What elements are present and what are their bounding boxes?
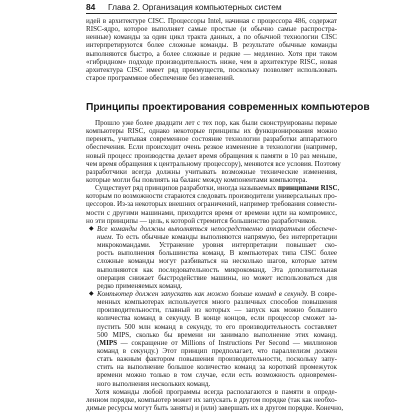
text-line: сложные команды могут разбиваться на несколько шагов, которые затем (97, 257, 337, 266)
section-heading: Принципы проектирования современных компьютеров (86, 102, 370, 113)
text-line: 500 MIPS, сколько бы времени ни занимало выполнение этих команд. (97, 330, 337, 339)
text-line: выполняются как последовательность микрокоманд. Эта дополнительная (97, 265, 337, 274)
text-line: цессоров. Из-за некоторых внешних ограничений, например требования совмести- (86, 200, 337, 209)
text-line (86, 339, 337, 347)
text-line: выполняются быстро, а более сложные и редкие — медленно. Хотя при таком (86, 49, 337, 58)
text-line: стать важным фактором повышения производительности, поскольку запу- (97, 355, 337, 364)
text-span: Существует ряд принципов разработки, иногда называемых (95, 184, 278, 193)
text-line: Прошло уже более двадцати лет с тех пор, как были сконструированы первые (95, 119, 337, 127)
text-line: старое программное обеспечение без изменений. (86, 73, 235, 82)
text-line: операция снижает быстродействие машины, но может использоваться для (97, 273, 337, 282)
bullet-diamond-icon: ◆ (89, 290, 94, 297)
text-line: стить на выполнение большое количество команд за короткий промежуток (97, 363, 337, 372)
term-risc-principles: принципами RISC (277, 184, 338, 193)
text-line: «гибридном» подходе производительность ниже, чем в архитектуре RISC, новая (86, 57, 337, 66)
text-line: димые ресурсы могут быть заняты) и (или) завершать их в другом порядке. Конечно, (86, 403, 344, 412)
text-line: чем время обращения к центральному процессору), меняются все условия. Поэтому (86, 159, 341, 168)
text-line: обеспечения. Если происходит очень резкое изменение в технологии (например, (86, 143, 337, 152)
text-line: интерпретируются более сложные команды. В результате обычные команды (86, 41, 337, 50)
paragraph-1 (86, 119, 344, 412)
text-span: ( (97, 338, 100, 347)
text-line: команд в секунду.) Этот принцип предполагает, что параллелизм должен (97, 346, 337, 355)
text-line (86, 233, 337, 241)
text-span: , (337, 184, 340, 193)
text-line: менных компьютерах используется много различных способов повышения (97, 298, 337, 307)
text-line: производительности, главный из которых — запуск как можно большего (97, 306, 337, 315)
text-line: разработчики всегда должны учитывать возможные технические изменения, (86, 167, 337, 176)
text-line: ленном порядке, компьютер может их запускать в другом порядке (так как необхо- (86, 395, 337, 404)
bullet-lead: Компьютер должен запускать как можно больше команд в секунду. (97, 289, 309, 298)
intro-paragraph (86, 17, 337, 82)
term-mips: MIPS (99, 338, 118, 347)
text-line: RISC-ядро, которое выполняет самые простые (и обычно самые распростра- (86, 25, 337, 34)
text-line: времени можно только в том случае, если есть возможность одновремен- (97, 371, 337, 380)
bullet-diamond-icon: ◆ (89, 225, 94, 232)
text-line: архитектура CISC имеет ряд преимуществ, поскольку позволяет использовать (86, 65, 337, 74)
text-span: То есть обычные команды выполняются напрямую, без интерпретации (113, 232, 337, 241)
header-rule (86, 13, 337, 14)
text-line: ного выполнения нескольких команд. (97, 379, 211, 388)
text-line: ненные) команды за один цикл тракта данных, а по обычной технологии CISC (86, 33, 337, 42)
text-span: — сокращение от Millions of Instructions Per Second — миллионов (117, 338, 337, 347)
text-line: которым по возможности стараются следовать производители универсальных про- (86, 192, 337, 201)
chapter-title: Глава 2. Организация компьютерных систем (108, 2, 282, 12)
text-line: Хотя команды любой программы всегда располагаются в памяти в опреде- (95, 387, 337, 396)
text-line: пустить 500 млн команд в секунду, то его производительность составляет (97, 322, 337, 331)
text-line: компьютеры RISC, однако некоторые принципы их функционирования можно (86, 127, 337, 136)
text-line: перенять, учитывая современное состояние технологии разработки аппаратного (86, 135, 337, 144)
text-line: мости с другими машинами, приходится время от времени идти на компромисс, (86, 208, 337, 217)
bullet-item-1 (86, 225, 337, 233)
text-line: идей в архитектуре CISC. Процессоры Intel, начиная с процессора 486, содержат (86, 17, 337, 25)
text-line: новый процесс производства делает время обращения к памяти в 10 раз меньше, (86, 151, 337, 160)
text-line (86, 184, 340, 193)
text-span: В совре- (308, 289, 337, 298)
page-number: 84 (86, 2, 96, 12)
running-head (86, 1, 337, 13)
bullet-lead: Все команды должны выполняться непосредственно аппаратным обеспече- (97, 224, 337, 233)
text-line: микрокомандами. Устранение уровня интерпретации повышает ско- (97, 241, 337, 250)
bullet-lead: нием. (97, 232, 114, 241)
text-line: рость выполнения большинства команд. В компьютерах типа CISC более (97, 249, 337, 258)
text-line: которые могли бы повлиять на баланс между компонентами компьютера. (86, 175, 308, 184)
text-line: но эти принципы — цель, к которой стремится большинство разработчиков. (86, 216, 317, 225)
text-line: редко применяемых команд. (97, 281, 183, 290)
text-line: количества команд в секунду. В конце концов, если процессор сможет за- (97, 314, 337, 323)
bullet-item-2 (86, 290, 337, 298)
